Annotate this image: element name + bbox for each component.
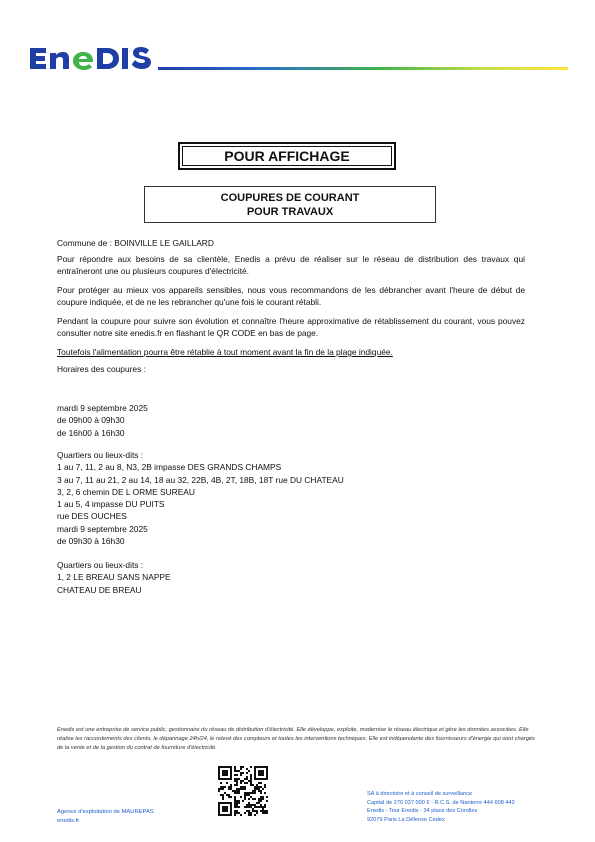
restore-warning: Toutefois l'alimentation pourra être rétablie à tout moment avant la fin de la plage indiquée. bbox=[57, 347, 393, 357]
schedule-block bbox=[57, 402, 148, 439]
place-item: 1, 2 LE BREAU SANS NAPPE bbox=[57, 572, 171, 583]
posting-box bbox=[178, 142, 396, 170]
qr-code-icon[interactable] bbox=[218, 766, 268, 816]
posting-label: POUR AFFICHAGE bbox=[224, 148, 350, 164]
place-item: rue DES OUCHES bbox=[57, 511, 127, 522]
place-item: CHATEAU DE BREAU bbox=[57, 584, 142, 595]
place-item: 1 au 5, 4 impasse DU PUITS bbox=[57, 499, 165, 510]
schedule-slot: de 09h30 à 16h30 bbox=[57, 536, 125, 547]
brand-gradient-rule bbox=[158, 67, 568, 70]
places-block bbox=[57, 559, 171, 596]
schedule-date: mardi 9 septembre 2025 bbox=[57, 403, 148, 413]
place-item: 1 au 7, 11, 2 au 8, N3, 2B impasse DES GRANDS CHAMPS bbox=[57, 462, 282, 473]
agency-website-link[interactable]: enedis.fr bbox=[57, 818, 80, 824]
company-info-block bbox=[367, 790, 515, 824]
company-line: 92079 Paris La Défense Cedex bbox=[367, 816, 445, 823]
hours-label: Horaires des coupures : bbox=[57, 364, 146, 374]
notice-title-line2: POUR TRAVAUX bbox=[246, 206, 334, 218]
paragraph-2: Pour protéger au mieux vos appareils sensibles, nous vous recommandons de les débrancher avant l'heure de début de coupure indiquée, et de ne les rebrancher qu'une fois le courant rétabli. bbox=[57, 285, 525, 308]
commune-value: BOINVILLE LE GAILLARD bbox=[114, 238, 214, 248]
paragraph-1: Pour répondre aux besoins de sa clientèle, Enedis a prévu de réaliser sur le réseau de distribution des travaux qui entraîneront une ou plusieurs coupures d'électricité. bbox=[57, 254, 525, 277]
footer-disclaimer: Enedis est une entreprise de service public, gestionnaire du réseau de distribution d'électricité. Elle développe, exploite, modernise le réseau électrique et gère les données associées. Elle réalise les raccordements des clients, le dépannage 24h/24, le relevé des compteurs et toutes les interventions techniques. Elle est indépendante des fournisseurs d'énergie qui sont chargés de la vente et de la gestion du contrat de fourniture d'électricité. bbox=[57, 727, 535, 751]
place-item: 3, 2, 6 chemin DE L ORME SUREAU bbox=[57, 486, 195, 497]
commune-label: Commune de : bbox=[57, 238, 112, 248]
company-line: Capital de 270 037 000 € - R.C.S. de Nanterre 444 608 442 bbox=[367, 799, 515, 806]
places-label: Quartiers ou lieux-dits : bbox=[57, 560, 144, 570]
agency-block bbox=[57, 808, 154, 826]
agency-name: Agence d'exploitation de MAUREPAS bbox=[57, 809, 154, 815]
notice-title-box bbox=[144, 186, 436, 223]
schedule-slot: de 16h00 à 16h30 bbox=[57, 427, 125, 438]
paragraph-3: Pendant la coupure pour suivre son évolution et connaître l'heure approximative de rétablissement du courant, vous pouvez consulter notre site enedis.fr en flashant le QR CODE en bas de page. bbox=[57, 316, 525, 339]
enedis-logo bbox=[28, 40, 156, 74]
places-block bbox=[57, 449, 344, 547]
qr-code-graphic bbox=[218, 766, 268, 816]
schedule-date: mardi 9 septembre 2025 bbox=[57, 523, 148, 534]
place-item: 3 au 7, 11 au 21, 2 au 14, 18 au 32, 22B, 4B, 2T, 18B, 18T rue DU CHATEAU bbox=[57, 474, 344, 485]
enedis-logo-mark bbox=[28, 40, 156, 74]
company-line: SA à directoire et à conseil de surveillance bbox=[367, 791, 473, 797]
commune-row bbox=[57, 237, 214, 249]
schedule-slot: de 09h00 à 09h30 bbox=[57, 415, 125, 426]
places-label: Quartiers ou lieux-dits : bbox=[57, 450, 144, 460]
company-line: Enedis - Tour Enedis - 34 place des Corolles bbox=[367, 808, 478, 814]
notice-title-line1: COUPURES DE COURANT bbox=[220, 192, 360, 204]
